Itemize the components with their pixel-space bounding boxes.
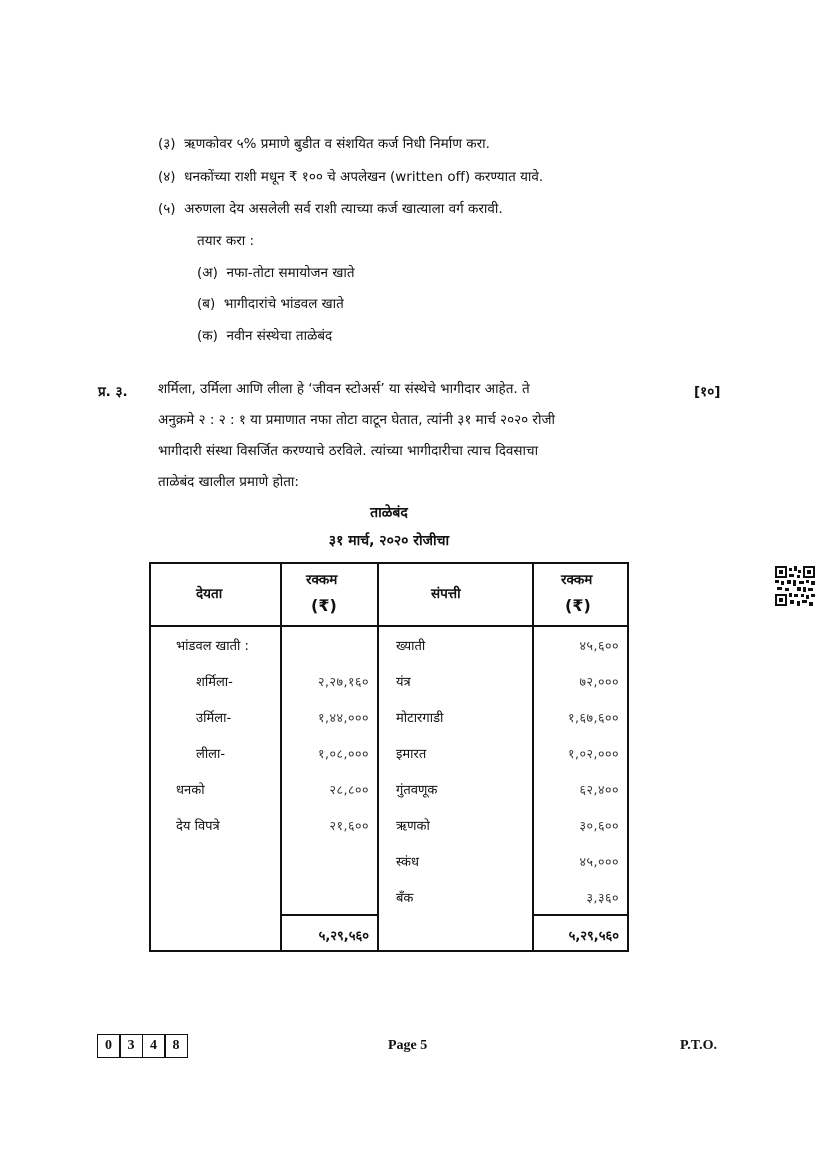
prepare-item-number: (अ) <box>197 265 218 281</box>
asset-name: इमारत <box>396 747 427 762</box>
pto-label: P.T.O. <box>680 1038 717 1053</box>
paper-code-digit: 3 <box>119 1034 143 1058</box>
liability-amount: २,२७,१६० <box>318 674 369 689</box>
liability-name: शर्मिला- <box>196 675 233 690</box>
prepare-item-text: भागीदारांचे भांडवल खाते <box>223 296 344 312</box>
balance-sheet-table <box>149 562 629 952</box>
question-marks: [१०] <box>694 384 721 400</box>
paper-code-digit: 0 <box>97 1034 121 1058</box>
instruction-4 <box>158 167 543 185</box>
question-line: ताळेबंद खालील प्रमाणे होता: <box>158 474 299 490</box>
header-amount-liabilities: रक्कम <box>306 572 338 588</box>
prepare-item-b <box>197 294 344 312</box>
asset-amount: ४५,६०० <box>579 638 619 653</box>
header-assets: संपत्ती <box>431 586 461 602</box>
asset-amount: ३०,६०० <box>579 818 619 833</box>
question-text <box>158 374 555 498</box>
paper-code-digit: 8 <box>164 1034 188 1058</box>
asset-name: स्कंध <box>396 855 420 870</box>
asset-name: यंत्र <box>396 675 411 690</box>
balance-sheet-title: ताळेबंद <box>370 505 408 521</box>
liability-name: उर्मिला- <box>196 711 232 726</box>
instruction-text: धनकोंच्या राशी मधून ₹ १०० चे अपलेखन (written off) करण्यात यावे. <box>184 169 544 185</box>
question-line: शर्मिला, उर्मिला आणि लीला हे ‘जीवन स्टोअर्स’ या संस्थेचे भागीदार आहेत. ते <box>158 381 530 397</box>
liability-amount: २८,८०० <box>329 782 369 797</box>
header-currency-liabilities: (₹) <box>311 596 337 615</box>
header-currency-assets: (₹) <box>565 596 591 615</box>
asset-amount: ६२,४०० <box>579 782 619 797</box>
prepare-item-number: (क) <box>197 328 218 344</box>
question-line: भागीदारी संस्था विसर्जित करण्याचे ठरविले. त्यांच्या भागीदारीचा त्याच दिवसाचा <box>158 443 539 459</box>
question-label: प्र. ३. <box>98 384 128 400</box>
asset-amount: ७२,००० <box>579 674 619 689</box>
page-number: Page 5 <box>388 1038 428 1053</box>
instruction-5 <box>158 199 503 217</box>
liability-amount: २१,६०० <box>329 818 369 833</box>
prepare-item-text: नफा-तोटा समायोजन खाते <box>226 265 355 281</box>
liability-amount: १,०८,००० <box>318 746 369 761</box>
prepare-item-c <box>197 326 332 344</box>
prepare-item-number: (ब) <box>197 296 216 312</box>
total-assets: ५,२९,५६० <box>568 929 619 944</box>
asset-name: मोटारगाडी <box>396 711 444 726</box>
asset-amount: १,६७,६०० <box>568 710 619 725</box>
question-line: अनुक्रमे २ : २ : १ या प्रमाणात नफा तोटा वाटून घेतात, त्यांनी ३१ मार्च २०२० रोजी <box>158 412 555 428</box>
liability-name: धनको <box>176 783 205 798</box>
paper-code-digit: 4 <box>142 1034 166 1058</box>
liability-amount: १,४४,००० <box>318 710 369 725</box>
header-amount-assets: रक्कम <box>561 572 593 588</box>
asset-amount: ४५,००० <box>579 854 619 869</box>
instruction-text: ऋणकोवर ५% प्रमाणे बुडीत व संशयित कर्ज निधी निर्माण करा. <box>184 136 490 152</box>
paper-code <box>98 1034 188 1058</box>
balance-sheet-subtitle: ३१ मार्च, २०२० रोजीचा <box>328 533 450 549</box>
instruction-3 <box>158 134 490 152</box>
liability-name: देय विपत्रे <box>176 819 220 834</box>
asset-amount: ३,३६० <box>586 890 619 905</box>
total-liabilities: ५,२९,५६० <box>318 929 369 944</box>
instruction-text: अरुणला देय असलेली सर्व राशी त्याच्या कर्ज खात्याला वर्ग करावी. <box>184 201 503 217</box>
capital-accounts-heading: भांडवल खाती : <box>176 639 249 654</box>
instruction-number: (३) <box>158 136 176 152</box>
instruction-number: (४) <box>158 169 176 185</box>
instruction-number: (५) <box>158 201 176 217</box>
liability-name: लीला- <box>196 747 226 762</box>
prepare-label: तयार करा : <box>197 233 255 249</box>
asset-amount: १,०२,००० <box>568 746 619 761</box>
asset-name: ऋणको <box>396 819 430 834</box>
asset-name: बँक <box>396 891 414 906</box>
asset-name: गुंतवणूक <box>396 783 438 798</box>
prepare-item-a <box>197 263 355 281</box>
qr-code-icon <box>775 566 815 606</box>
asset-name: ख्याती <box>396 639 426 654</box>
prepare-item-text: नवीन संस्थेचा ताळेबंद <box>226 328 333 344</box>
header-liabilities: देयता <box>196 586 223 602</box>
